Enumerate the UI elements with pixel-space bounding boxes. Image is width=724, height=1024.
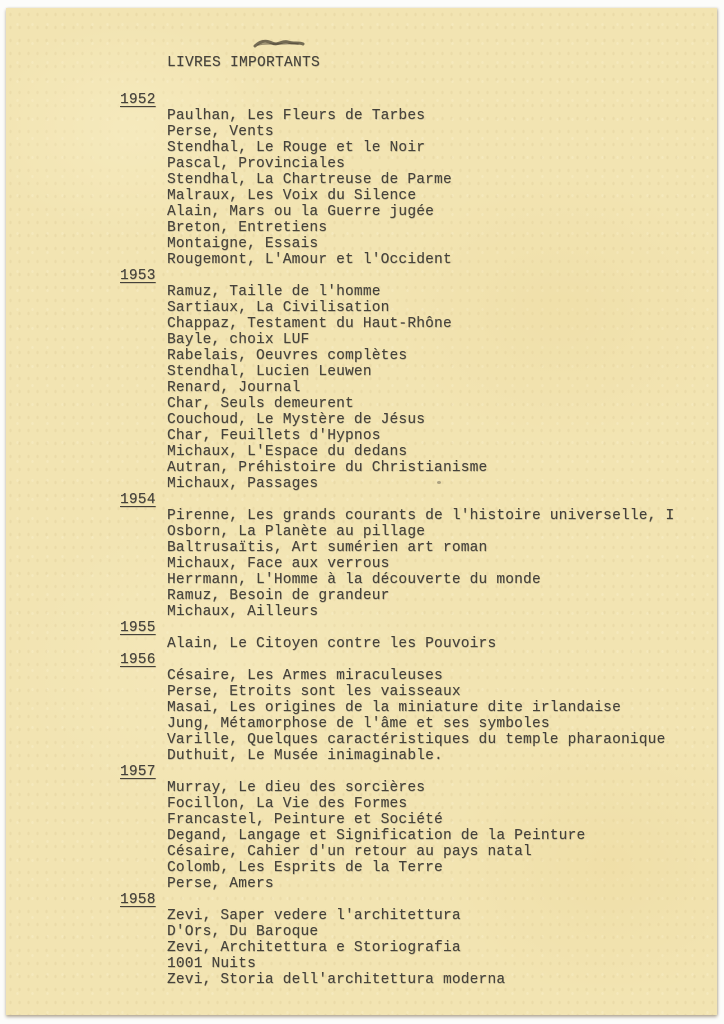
book-line: Autran, Préhistoire du Christianisme (167, 460, 488, 476)
book-line: Pirenne, Les grands courants de l'histoire universelle, I (167, 508, 675, 524)
book-line: Michaux, Passages (167, 476, 319, 492)
book-line: Murray, Le dieu des sorcières (167, 780, 426, 796)
book-line: Baltrusaïtis, Art sumérien art roman (167, 540, 488, 556)
book-line: Michaux, L'Espace du dedans (167, 444, 408, 460)
document-page (6, 8, 717, 1015)
book-line: Perse, Etroits sont les vaisseaux (167, 684, 461, 700)
paper-speck (437, 481, 441, 484)
book-line: Paulhan, Les Fleurs de Tarbes (167, 108, 426, 124)
book-line: 1001 Nuits (167, 956, 257, 972)
book-line: Char, Feuillets d'Hypnos (167, 428, 381, 444)
year-heading: 1958 (120, 892, 156, 908)
book-line: D'Ors, Du Baroque (167, 924, 319, 940)
book-line: Rabelais, Oeuvres complètes (167, 348, 408, 364)
year-heading: 1952 (120, 92, 156, 108)
book-line: Michaux, Ailleurs (167, 604, 319, 620)
book-line: Pascal, Provinciales (167, 156, 346, 172)
year-heading: 1957 (120, 764, 156, 780)
book-line: Ramuz, Besoin de grandeur (167, 588, 390, 604)
book-line: Degand, Langage et Signification de la Peinture (167, 828, 586, 844)
year-heading: 1953 (120, 268, 156, 284)
book-line: Perse, Amers (167, 876, 274, 892)
book-line: Michaux, Face aux verrous (167, 556, 390, 572)
book-line: Perse, Vents (167, 124, 274, 140)
book-line: Masai, Les origines de la miniature dite irlandaise (167, 700, 621, 716)
book-line: Césaire, Cahier d'un retour au pays natal (167, 844, 532, 860)
book-line: Focillon, La Vie des Formes (167, 796, 408, 812)
book-line: Césaire, Les Armes miraculeuses (167, 668, 443, 684)
book-line: Varille, Quelques caractéristiques du temple pharaonique (167, 732, 666, 748)
book-line: Osborn, La Planète au pillage (167, 524, 426, 540)
page-title: LIVRES IMPORTANTS (167, 55, 321, 71)
book-line: Rougemont, L'Amour et l'Occident (167, 252, 452, 268)
book-line: Montaigne, Essais (167, 236, 319, 252)
book-line: Ramuz, Taille de l'homme (167, 284, 381, 300)
year-heading: 1956 (120, 652, 156, 668)
book-line: Duthuit, Le Musée inimaginable. (167, 748, 443, 764)
book-line: Colomb, Les Esprits de la Terre (167, 860, 443, 876)
book-line: Alain, Mars ou la Guerre jugée (167, 204, 435, 220)
book-line: Alain, Le Citoyen contre les Pouvoirs (167, 636, 497, 652)
book-line: Couchoud, Le Mystère de Jésus (167, 412, 426, 428)
book-line: Char, Seuls demeurent (167, 396, 354, 412)
book-line: Stendhal, Le Rouge et le Noir (167, 140, 426, 156)
book-line: Zevi, Architettura e Storiografia (167, 940, 461, 956)
book-line: Sartiaux, La Civilisation (167, 300, 390, 316)
book-line: Bayle, choix LUF (167, 332, 310, 348)
book-line: Stendhal, Lucien Leuwen (167, 364, 372, 380)
book-line: Jung, Métamorphose de l'âme et ses symboles (167, 716, 550, 732)
book-line: Francastel, Peinture et Société (167, 812, 443, 828)
year-heading: 1954 (120, 492, 156, 508)
book-line: Breton, Entretiens (167, 220, 328, 236)
ink-smudge (252, 36, 306, 52)
book-line: Renard, Journal (167, 380, 301, 396)
book-list (6, 92, 717, 988)
book-line: Herrmann, L'Homme à la découverte du monde (167, 572, 541, 588)
book-line: Stendhal, La Chartreuse de Parme (167, 172, 452, 188)
book-line: Zevi, Saper vedere l'architettura (167, 908, 461, 924)
book-line: Zevi, Storia dell'architettura moderna (167, 972, 506, 988)
book-line: Chappaz, Testament du Haut-Rhône (167, 316, 452, 332)
year-heading: 1955 (120, 620, 156, 636)
book-line: Malraux, Les Voix du Silence (167, 188, 417, 204)
